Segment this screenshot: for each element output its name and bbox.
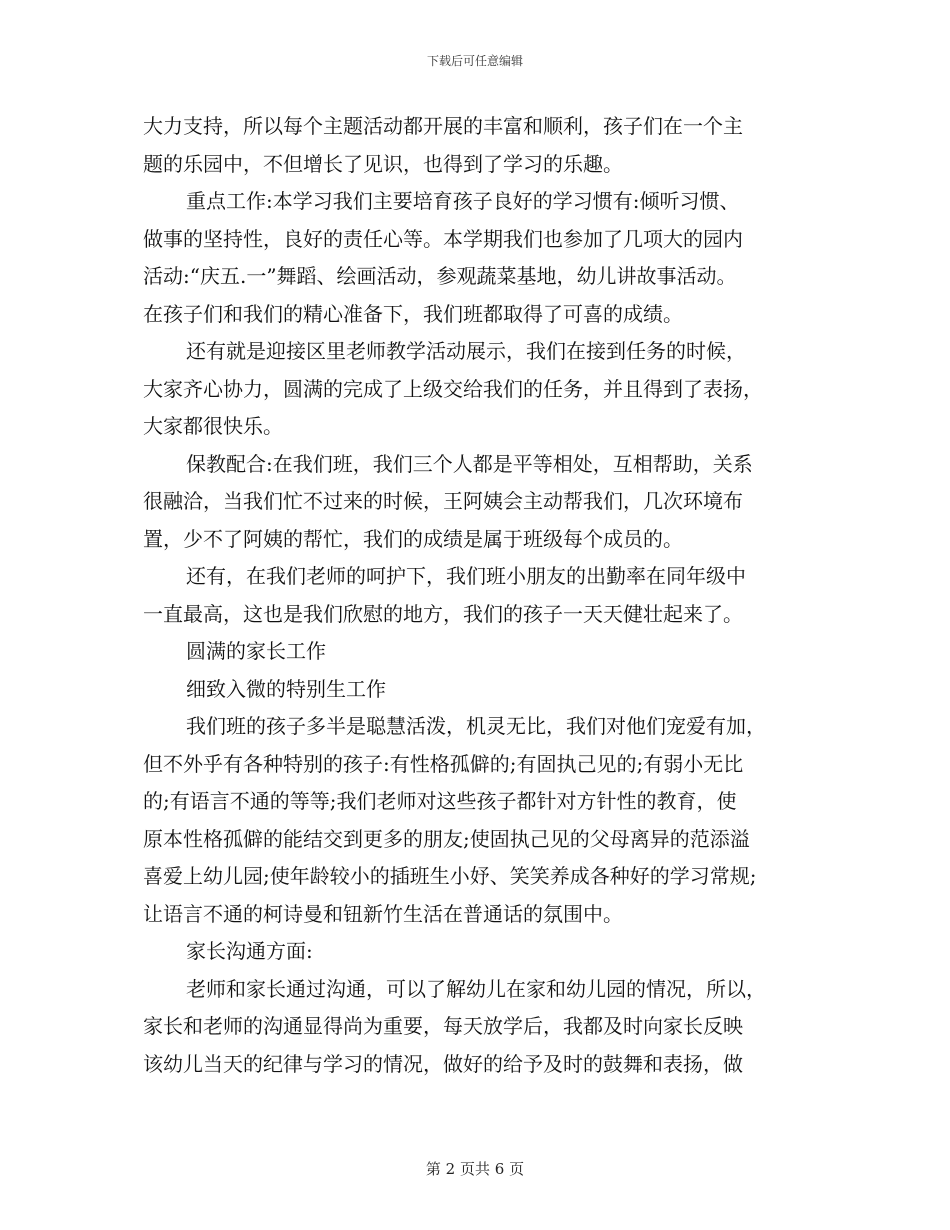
body-text-line: 在孩子们和我们的精心准备下，我们班都取得了可喜的成绩。 — [143, 301, 683, 326]
body-text-line: 让语言不通的柯诗曼和钮新竹生活在普通话的氛围中。 — [143, 901, 623, 926]
body-text-line: 老师和家长通过沟通，可以了解幼儿在家和幼儿园的情况，所以， — [186, 976, 766, 1001]
body-text-line: 细致入微的特别生工作 — [186, 676, 386, 701]
body-text-line: 还有就是迎接区里老师教学活动展示，我们在接到任务的时候， — [186, 339, 746, 363]
body-text-line: 大家齐心协力，圆满的完成了上级交给我们的任务，并且得到了表扬， — [143, 376, 763, 401]
body-text-line: 该幼儿当天的纪律与学习的情况，做好的给予及时的鼓舞和表扬，做 — [143, 1051, 743, 1076]
body-text-line: 大力支持，所以每个主题活动都开展的丰富和顺利，孩子们在一个主 — [143, 114, 743, 138]
body-text-line: 还有，在我们老师的呵护下，我们班小朋友的出勤率在同年级中 — [186, 564, 746, 588]
body-text-line: 置，少不了阿姨的帮忙，我们的成绩是属于班级每个成员的。 — [143, 526, 683, 551]
body-text-line: 圆满的家长工作 — [186, 639, 326, 663]
body-text-line: 很融洽，当我们忙不过来的时候，王阿姨会主动帮我们，几次环境布 — [143, 489, 743, 513]
page-number-footer: 第 2 页共 6 页 — [425, 1160, 525, 1178]
body-text-line: 但不外乎有各种特别的孩子:有性格孤僻的;有固执己见的;有弱小无比 — [143, 751, 744, 776]
body-text-line: 的;有语言不通的等等;我们老师对这些孩子都针对方针性的教育，使 — [143, 789, 737, 813]
body-text-line: 大家都很快乐。 — [143, 414, 283, 438]
body-text-line: 家长和老师的沟通显得尚为重要，每天放学后，我都及时向家长反映 — [143, 1014, 743, 1038]
document-body — [143, 108, 811, 1083]
body-text-line: 原本性格孤僻的能结交到更多的朋友;使固执己见的父母离异的范添溢 — [143, 826, 750, 851]
page-header: 下载后可任意编辑 — [426, 54, 523, 68]
body-text-line: 一直最高，这也是我们欣慰的地方，我们的孩子一天天健壮起来了。 — [143, 601, 743, 626]
body-text-line: 活动:“庆五.一”舞蹈、绘画活动，参观蔬菜基地，幼儿讲故事活动。 — [143, 264, 737, 288]
body-text-line: 题的乐园中，不但增长了见识，也得到了学习的乐趣。 — [143, 151, 623, 176]
body-text-line: 保教配合:在我们班，我们三个人都是平等相处，互相帮助，关系 — [186, 451, 753, 476]
body-text-line: 重点工作:本学习我们主要培育孩子良好的学习惯有:倾听习惯、 — [186, 189, 740, 213]
body-text-line: 家长沟通方面: — [186, 939, 313, 963]
body-text-line: 做事的坚持性，良好的责任心等。本学期我们也参加了几项大的园内 — [143, 226, 743, 251]
body-text-line: 喜爱上幼儿园;使年龄较小的插班生小妤、笑笑养成各种好的学习常规; — [143, 864, 757, 888]
body-text-line: 我们班的孩子多半是聪慧活泼，机灵无比，我们对他们宠爱有加， — [186, 714, 766, 738]
